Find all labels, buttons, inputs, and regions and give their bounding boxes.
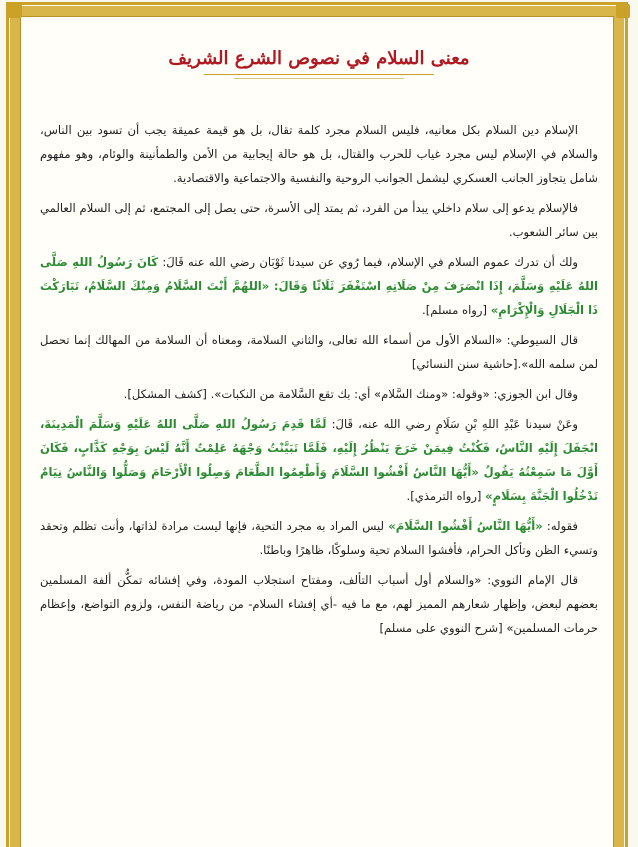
paragraph-text: الإسلام دين السلام بكل معانيه، فليس السلام مجرد كلمة تقال، بل هو قيمة عميقة يجب أن تسود بين الناس، والسلام في الإسلام ليس مجرد غياب للحرب والقتال، بل هو حالة إيجابية من الأمن والطمأنينة والوئام، وهو مفهوم شامل يتجاوز الجانب العسكري ليشمل الجوانب الروحية والنفسية والاجتماعية والاقتصادية. — [40, 123, 598, 185]
paragraph — [40, 328, 598, 376]
paragraph-text: ليس المراد به مجرد التحية، فإنها ليست مرادة لذاتها، وأنت تظلم وتحقد وتسيء الظن وتأكل الحرام، فأفشوا السلام تحية وسلوكًا، ظاهرًا وباطنًا. — [40, 519, 598, 557]
title-underline — [204, 74, 434, 75]
paragraph — [40, 514, 598, 562]
paragraph — [40, 568, 598, 640]
paragraph — [40, 196, 598, 244]
paragraph-text: قال السيوطي: «السلام الأول من أسماء الله تعالى، والثاني السلامة، ومعناه أن السلامة من المهالك إنما تحصل لمن سلمه الله».[حاشية سنن النسائي] — [40, 333, 598, 371]
article-body — [40, 118, 598, 646]
paragraph-text: [رواه مسلم]. — [422, 303, 491, 317]
paragraph-text: وقال ابن الجوزي: «وقوله: «ومنك السَّلام» أي: بك تقع السَّلامة من النكبات». [كشف المشكل]. — [123, 387, 578, 401]
paragraph-text: [رواه الترمذي]. — [406, 489, 486, 503]
hadith-quote: كَانَ رَسُولُ اللهِ صَلَّى اللهُ عَلَيْهِ وَسَلَّمَ، إِذَا انْصَرَفَ مِنْ صَلَاتِهِ اسْتَغْفَرَ ثَلَاثًا وَقَالَ: «اللهُمَّ أَنْتَ السَّلَامُ وَمِنْكَ السَّلَامُ، تَبَارَكْتَ ذَا الْجَلَالِ وَالْإِكْرَامِ» — [40, 255, 598, 317]
corner-ornament-icon — [8, 4, 22, 18]
title-underline-secondary — [234, 78, 404, 79]
hadith-quote: «أَيُّهَا النَّاسُ أَفْشُوا السَّلَامَ» — [388, 519, 543, 533]
paragraph — [40, 250, 598, 322]
paragraph-text: وعَنْ سيدنا عَبْدِ اللهِ بْنِ سَلَامٍ رضي الله عنه، قَالَ: — [326, 417, 578, 431]
paragraph-text: ولك أن تدرك عموم السلام في الإسلام، فيما رُوي عن سيدنا ثَوْبَان رضي الله عنه قَالَ: — [158, 255, 578, 269]
paragraph — [40, 118, 598, 190]
hadith-quote: لَمَّا قَدِمَ رَسُولُ اللهِ صَلَّى اللهُ عَلَيْهِ وَسَلَّمَ الْمَدِينَةَ، انْجَفَلَ إِلَيْهِ النَّاسُ، فَكُنْتُ فِيمَنْ خَرَجَ يَنْظُرُ إِلَيْهِ، فَلَمَّا تَبَيَّنْتُ وَجْهَهُ عَلِمْتُ أَنَّهُ لَيْسَ بِوَجْهِ كَذَّابٍ، فَكَانَ أَوَّلَ مَا سَمِعْتُهُ يَقُولُ «أَيُّهَا النَّاسُ أَفْشُوا السَّلَامَ وَأَطْعِمُوا الطَّعَامَ وَصِلُوا الْأَرْحَامَ وَصَلُّوا وَالنَّاسُ نِيَامٌ تَدْخُلُوا الْجَنَّةَ بِسَلَامٍ» — [40, 417, 598, 503]
paragraph — [40, 382, 598, 406]
paragraph-text: فقوله: — [542, 519, 578, 533]
paragraph — [40, 412, 598, 508]
paragraph-text: فالإسلام يدعو إلى سلام داخلي يبدأ من الفرد، ثم يمتد إلى الأسرة، حتى يصل إلى المجتمع، ثم إلى السلام العالمي بين سائر الشعوب. — [40, 201, 598, 239]
page-title: معنى السلام في نصوص الشرع الشريف — [168, 48, 470, 69]
paragraph-text: قال الإمام النووي: «والسلام أول أسباب التألف، ومفتاح استجلاب المودة، وفي إفشائه تمكُّن ألفة المسلمين بعضهم لبعض، وإظهار شعارهم المميز لهم، مع ما فيه -أي إفشاء السلام- من رياضة النفس، ولزوم التواضع، وإعظام حرمات المسلمين» [شرح النووي على مسلم] — [40, 573, 598, 635]
corner-ornament-icon — [616, 4, 630, 18]
